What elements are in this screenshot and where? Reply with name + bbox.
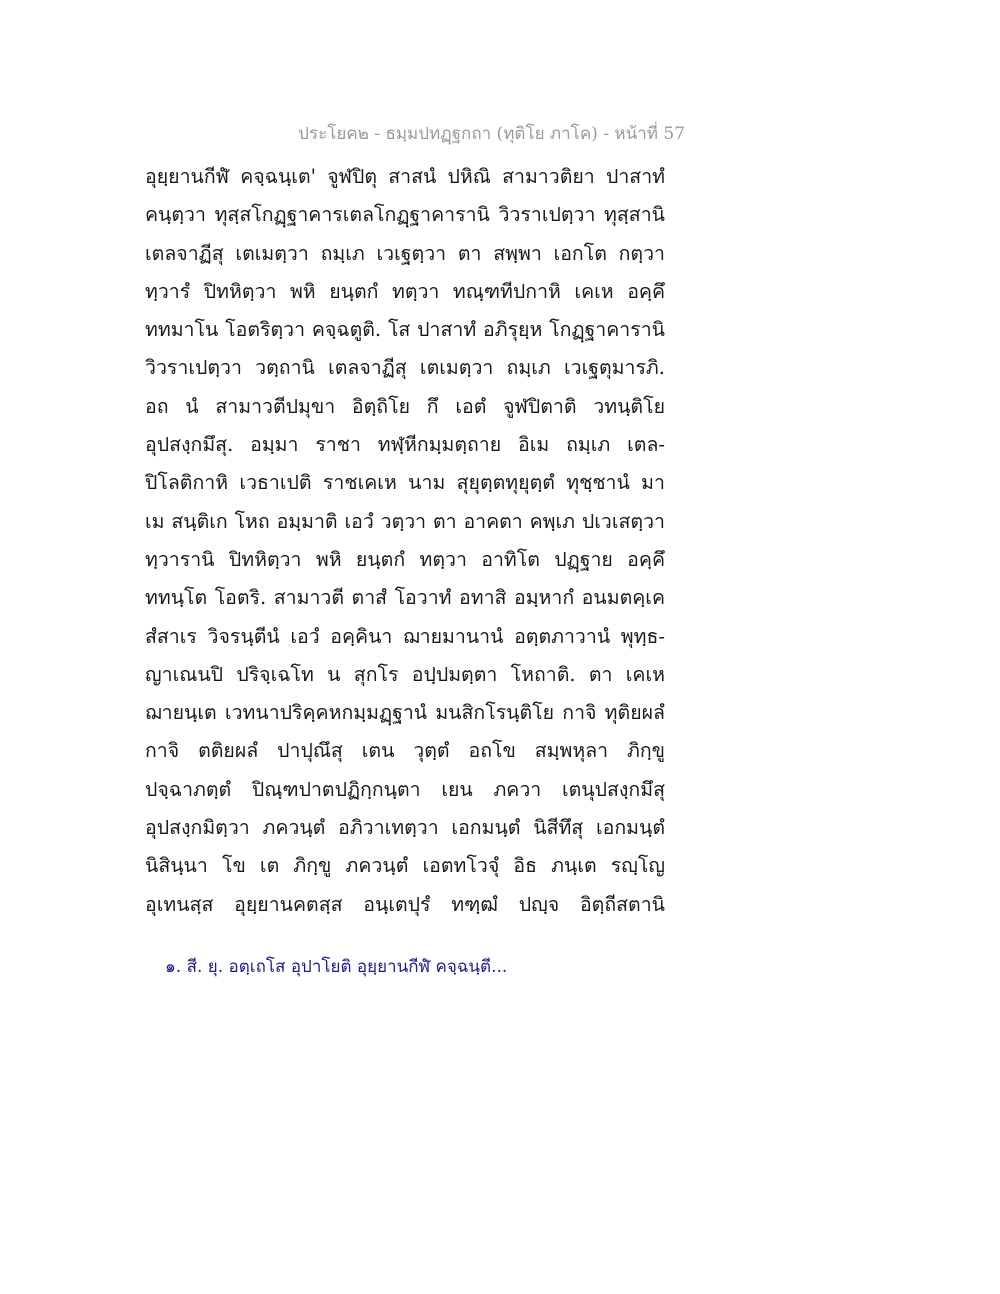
- text-line: อถ นํ สามาวตีปมุขา อิตฺถิโย กึ เอตํ จูฬปิตาติ วทนฺติโย: [145, 394, 665, 418]
- body-text: [145, 158, 665, 924]
- text-line: เตลจาฏีสุ เตเมตฺวา ถมฺเภ เวเฐตฺวา ตา สพฺพา เอกโต กตฺวา: [145, 241, 665, 265]
- text-line: วิวราเปตฺวา วตฺถานิ เตลจาฏีสุ เตเมตฺวา ถมฺเภ เวเฐตุมารภิ.: [145, 356, 665, 380]
- text-line: ปจฺฉาภตฺตํ ปิณฺฑปาตปฏิกฺกนฺตา เยน ภควา เตนุปสงฺกมึสุ: [145, 777, 665, 801]
- text-line: เม สนฺติเก โหถ อมฺมาติ เอวํ วตฺวา ตา อาคตา คพฺเภ ปเวเสตฺวา: [145, 509, 665, 533]
- text-line: ททมาโน โอตริตฺวา คจฺฉตูติ. โส ปาสาทํ อภิรุยฺห โกฏฺฐาคารานิ: [145, 318, 665, 342]
- text-line: ททนฺโต โอตริ. สามาวตี ตาสํ โอวาทํ อทาสิ อมฺหากํ อนมตคฺเค: [145, 586, 665, 610]
- text-line: สํสาเร วิจรนฺตีนํ เอวํ อคฺคินา ฌายมานานํ อตฺตภาวานํ พุทฺธ-: [145, 624, 665, 648]
- text-line: คนฺตฺวา ทุสฺสโกฏฺฐาคารเตลโกฏฺฐาคารานิ วิวราเปตฺวา ทุสฺสานิ: [145, 203, 665, 227]
- text-line: นิสินฺนา โข เต ภิกฺขู ภควนฺตํ เอตทโวจุํ อิธ ภนฺเต รญฺโญ: [145, 854, 665, 878]
- text-line: อุปสงฺกมึสุ. อมฺมา ราชา ทฬฺหีกมฺมตฺถาย อิเม ถมฺเภ เตล-: [145, 433, 665, 457]
- text-line: ปิโลติกาหิ เวธาเปติ ราชเคเห นาม สุยุตฺตทุยุตฺตํ ทุชฺชานํ มา: [145, 471, 665, 495]
- text-line: ฌายนฺเต เวทนาปริคฺคหกมฺมฏฺฐานํ มนสิกโรนฺติโย กาจิ ทุติยผลํ: [145, 701, 665, 725]
- text-line: กาจิ ตติยผลํ ปาปุณึสุ เตน วุตฺตํ อถโข สมฺพหุลา ภิกฺขู: [145, 739, 665, 763]
- text-line: อุเทนสฺส อุยฺยานคตสฺส อนฺเตปุรํ ทฑฺฒํ ปญฺจ อิตฺถีสตานิ: [145, 892, 665, 916]
- text-line: ญาเณนปิ ปริจฺเฉโท น สุกโร อปฺปมตฺตา โหถาติ. ตา เคเห: [145, 662, 665, 686]
- text-line: อุปสงฺกมิตฺวา ภควนฺตํ อภิวาเทตฺวา เอกมนฺตํ นิสีทึสุ เอกมนฺตํ: [145, 816, 665, 840]
- running-header: ประโยค๒ - ธมฺมปทฏฺฐกถา (ทุติโย ภาโค) - หน้าที่ 57: [298, 124, 685, 144]
- text-line: ทฺวารานิ ปิทหิตฺวา พหิ ยนฺตกํ ทตฺวา อาทิโต ปฏฺฐาย อคฺคึ: [145, 547, 665, 571]
- text-line: ทฺวารํ ปิทหิตฺวา พหิ ยนฺตกํ ทตฺวา ทณฺฑทีปกาหิ เคเห อคฺคึ: [145, 279, 665, 303]
- footnote: ๑. สี. ยุ. อตฺเถโส อุปาโยติ อุยฺยานกีฬํ คจฺฉนฺตี...: [165, 957, 508, 977]
- text-line: อุยฺยานกีฬํ คจฺฉนฺเต' จูฬปิตุ สาสนํ ปหิณิ สามาวติยา ปาสาทํ: [145, 165, 665, 188]
